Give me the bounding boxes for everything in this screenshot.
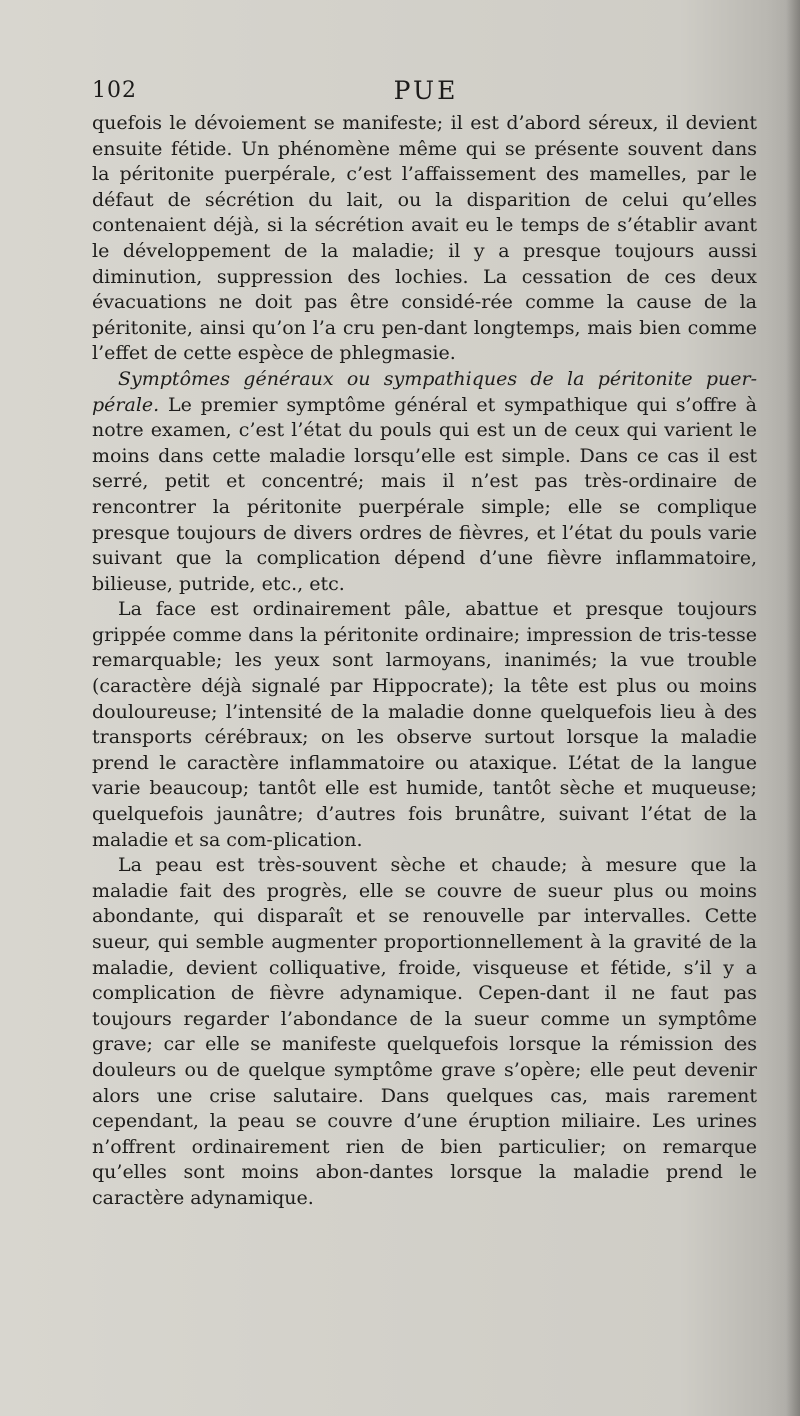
page-number: 102 bbox=[92, 78, 137, 103]
body-text bbox=[92, 111, 757, 1212]
section-heading: Symptômes généraux ou sympathiques de la péritonite puer-pérale. bbox=[92, 367, 757, 416]
paragraph-4 bbox=[92, 853, 757, 1211]
paragraph-text: Le premier symptôme général et sympathique qui s’offre à notre examen, c’est l’état du pouls qui est un de ceux qui varient le moins dans cette maladie lorsqu’elle est simple. Dans ce cas il est serré, petit et concentré; mais il n’est pas très-ordinaire de rencontrer la péritonite puerpérale simple; elle se complique presque toujours de divers ordres de fièvres, et l’état du pouls varie suivant que la complication dépend d’une fièvre inflammatoire, bilieuse, putride, etc., etc. bbox=[92, 393, 757, 595]
paragraph-text: La peau est très-souvent sèche et chaude; à mesure que la maladie fait des progrès, elle se couvre de sueur plus ou moins abondante, qui disparaît et se renouvelle par intervalles. Cette sueur, qui semble augmenter proportionnellement à la gravité de la maladie, devient colliquative, froide, visqueuse et fétide, s’il y a complication de fièvre adynamique. Cepen-dant il ne faut pas toujours regarder l’abondance de la sueur comme un symptôme grave; car elle se manifeste quelquefois lorsque la rémission des douleurs ou de quelque symptôme grave s’opère; elle peut devenir alors une crise salutaire. Dans quelques cas, mais rarement cependant, la peau se couvre d’une éruption miliaire. Les urines n’offrent ordinairement rien de bien particulier; on remarque qu’elles sont moins abon-dantes lorsque la maladie prend le caractère adynamique. bbox=[92, 854, 757, 1209]
paragraph-text: La face est ordinairement pâle, abattue et presque toujours grippée comme dans la péritonite ordinaire; impression de tris-tesse remarquable; les yeux sont larmoyans, inanimés; la vue trouble (caractère déjà signalé par Hippocrate); la tête est plus ou moins douloureuse; l’intensité de la maladie donne quelquefois lieu à des transports cérébraux; on les observe surtout lorsque la maladie prend le caractère inflammatoire ou ataxique. L’état de la langue varie beaucoup; tantôt elle est humide, tantôt sèche et muqueuse; quelquefois jaunâtre; d’autres fois brunâtre, suivant l’état de la maladie et sa com-plication. bbox=[92, 598, 757, 851]
page-header bbox=[92, 76, 760, 106]
running-head: PUE bbox=[393, 76, 459, 105]
paragraph-3 bbox=[92, 597, 757, 853]
paragraph-text: quefois le dévoiement se manifeste; il est d’abord séreux, il devient ensuite fétide. Un phénomène même qui se présente souvent dans la péritonite puerpérale, c’est l’affaissement des mamelles, par le défaut de sécrétion du lait, ou la disparition de celui qu’elles contenaient déjà, si la sécrétion avait eu le temps de s’établir avant le développement de la maladie; il y a presque toujours aussi diminution, suppression des lochies. La cessation de ces deux évacuations ne doit pas être considé-rée comme la cause de la péritonite, ainsi qu’on l’a cru pen-dant longtemps, mais bien comme l’effet de cette espèce de phlegmasie. bbox=[92, 112, 757, 365]
paragraph-2 bbox=[92, 367, 757, 597]
paragraph-1 bbox=[92, 111, 757, 367]
